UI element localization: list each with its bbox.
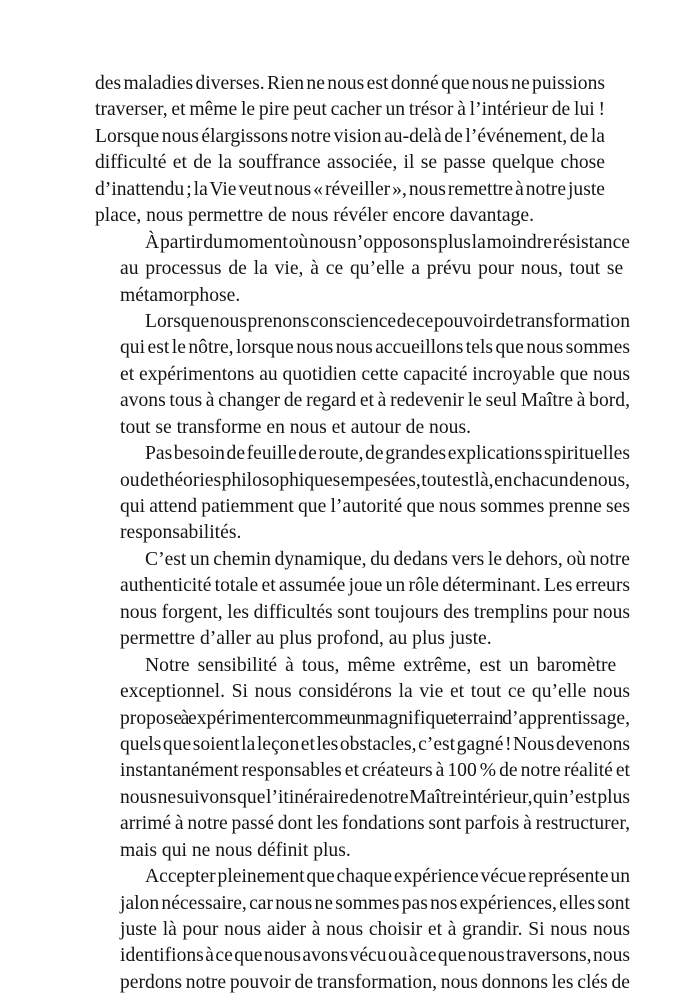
text-line: perdons notre pouvoir de transformation, nous donnons les clés de [120, 971, 630, 993]
text-line: d’inattendu ; la Vie veut nous « réveiller », nous remettre à notre juste [95, 178, 605, 200]
text-line: permettre d’aller au plus profond, au plus juste. [120, 628, 492, 650]
text-line: Lorsque nous élargissons notre vision au-delà de l’événement, de la [95, 125, 605, 147]
text-line: ou de théories philosophiques empesées, tout est là, en chacun de nous, [120, 469, 630, 491]
text-line: des maladies diverses. Rien ne nous est donné que nous ne puissions [95, 73, 605, 94]
text-line: nous forgent, les difficultés sont toujours des tremplins pour nous [120, 601, 630, 623]
text-line: authenticité totale et assumée joue un rôle déterminant. Les erreurs [120, 575, 630, 597]
text-line: Accepter pleinement que chaque expérience vécue représente un [145, 866, 630, 888]
text-line: quels que soient la leçon et les obstacles, c’est gagné ! Nous devenons [120, 733, 630, 755]
text-line: exceptionnel. Si nous considérons la vie et tout ce qu’elle nous [120, 681, 630, 703]
paragraph-7 [95, 864, 630, 996]
text-line: avons tous à changer de regard et à redevenir le seul Maître à bord, [120, 390, 630, 412]
text-line: difficulté et de la souffrance associée, il se passe quelque chose [95, 152, 605, 174]
text-line: place, nous permettre de nous révéler encore davantage. [95, 205, 535, 227]
text-line: Notre sensibilité à tous, même extrême, est un baromètre [145, 654, 617, 676]
text-line: identifions à ce que nous avons vécu ou à ce que nous traversons, nous [120, 945, 630, 967]
text-line: instantanément responsables et créateurs à 100 % de notre réalité et [120, 760, 630, 782]
text-line: arrimé à notre passé dont les fondations sont parfois à restructurer, [120, 813, 630, 835]
text-line: et expérimentons au quotidien cette capacité incroyable que nous [120, 363, 630, 385]
text-line: nous ne suivons que l’itinéraire de notre Maître intérieur, qui n’est plus [120, 786, 630, 808]
text-line: propose à expérimenter comme un magnifique terrain d’apprentissage, [120, 707, 630, 729]
book-page [95, 71, 630, 996]
text-line: qui attend patiemment que l’autorité que nous sommes prenne ses [120, 496, 630, 517]
paragraph-4 [95, 441, 630, 547]
text-line: À partir du moment où nous n’opposons plus la moindre résistance [145, 231, 630, 253]
text-line: juste là pour nous aider à nous choisir et à grandir. Si nous nous [120, 919, 630, 940]
text-line: Lorsque nous prenons conscience de ce pouvoir de transformation [145, 310, 630, 332]
text-line: métamorphose. [120, 284, 241, 306]
paragraph-3 [95, 309, 630, 441]
paragraph-6 [95, 653, 630, 865]
text-line: responsabilités. [120, 522, 242, 544]
text-line: C’est un chemin dynamique, du dedans vers le dehors, où notre [145, 548, 630, 570]
text-line: qui est le nôtre, lorsque nous nous accueillons tels que nous sommes [120, 337, 630, 359]
text-line: tout se transforme en nous et autour de nous. [120, 416, 471, 438]
paragraph-1 [95, 71, 605, 230]
paragraph-5 [95, 547, 630, 653]
text-line: au processus de la vie, à ce qu’elle a prévu pour nous, tout se [120, 258, 624, 280]
paragraph-2 [95, 230, 630, 309]
text-line: Pas besoin de feuille de route, de grandes explications spirituelles [145, 443, 630, 465]
text-line: jalon nécessaire, car nous ne sommes pas nos expériences, elles sont [120, 892, 630, 914]
text-line: traverser, et même le pire peut cacher un trésor à l’intérieur de lui ! [95, 99, 605, 121]
text-line: mais qui ne nous définit plus. [120, 839, 351, 861]
